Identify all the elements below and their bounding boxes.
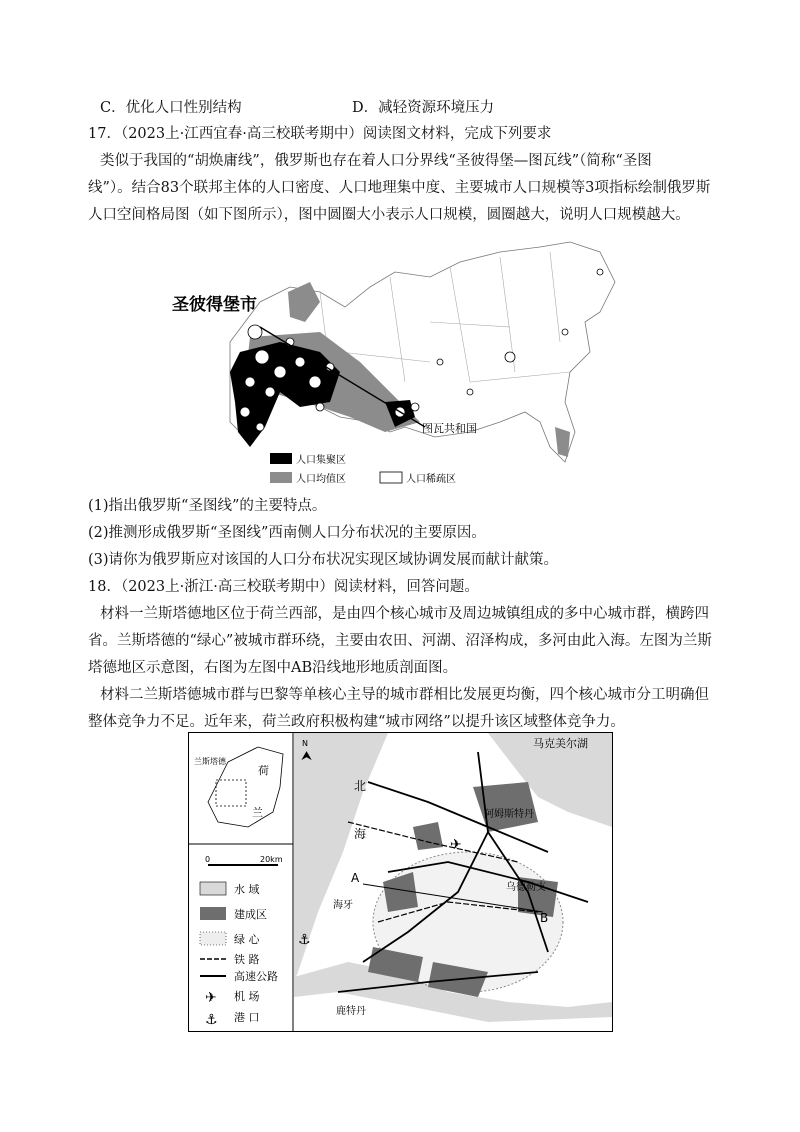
lake-label: 马克美尔湖 xyxy=(533,737,588,750)
point-a: A xyxy=(351,871,360,885)
q17-para-3: 人口空间格局图（如下图所示），图中圆圈大小表示人口规模，圆圈越大，说明人口规模越大。 xyxy=(88,207,690,223)
sea-label-1: 北 xyxy=(354,779,367,793)
city-amsterdam: 阿姆斯特丹 xyxy=(484,809,534,820)
inset-label-lan: 兰 xyxy=(252,806,263,819)
port-marker-icon: ⚓ xyxy=(298,932,311,948)
dense-zone xyxy=(230,342,340,447)
label-tuva: 图瓦共和国 xyxy=(422,422,477,435)
airport-icon: ✈ xyxy=(205,990,217,1006)
city-hague: 海牙 xyxy=(333,900,353,911)
legend-built: 建成区 xyxy=(234,908,267,921)
legend-mean-swatch xyxy=(270,472,292,483)
option-d: D．减轻资源环境压力 xyxy=(352,100,495,116)
q17-para-1: 类似于我国的“胡焕庸线”，俄罗斯也存在着人口分界线“圣彼得堡—图瓦线”（简称“圣图 xyxy=(100,153,652,169)
legend-mean-label: 人口均值区 xyxy=(296,474,346,485)
sea-label-2: 海 xyxy=(354,827,367,841)
option-c: C．优化人口性别结构 xyxy=(100,100,242,116)
randstad-map xyxy=(188,732,613,1032)
russia-population-map xyxy=(170,232,630,492)
legend-built-swatch xyxy=(200,907,226,920)
legend-green-swatch xyxy=(200,932,226,945)
inset-label-he: 荷 xyxy=(258,764,269,777)
legend-water-swatch xyxy=(200,882,226,895)
legend-sparse-swatch xyxy=(380,472,402,483)
q18-header: 18．（2023上·浙江·高三校联考期中）阅读材料，回答问题。 xyxy=(88,579,479,595)
scale-20: 20km xyxy=(260,855,283,864)
q18-material1-1: 材料一兰斯塔德地区位于荷兰西部，是由四个核心城市及周边城镇组成的多中心城市群，横跨四 xyxy=(100,606,709,622)
legend-sparse-label: 人口稀疏区 xyxy=(406,474,456,485)
label-st-petersburg: 圣彼得堡市 xyxy=(172,295,257,315)
legend-rail: 铁 路 xyxy=(234,953,260,966)
scale-0: 0 xyxy=(205,855,211,864)
q18-material2-2: 整体竞争力不足。近年来，荷兰政府积极构建“城市网络”以提升该区域整体竞争力。 xyxy=(88,714,625,730)
q17-para-2: 线”）。结合83个联邦主体的人口密度、人口地理集中度、主要城市人口规模等3项指标绘制俄罗斯 xyxy=(88,180,711,196)
q18-material1-2: 省。兰斯塔德的“绿心”被城市群环绕，主要由农田、河湖、沼泽构成，多河由此入海。左图为兰斯 xyxy=(88,633,712,649)
inset-label-randstad: 兰斯塔德 xyxy=(194,757,226,766)
q17-header: 17．（2023上·江西宜春·高三校联考期中）阅读图文材料，完成下列要求 xyxy=(88,126,552,142)
q17-question-2: (2)推测形成俄罗斯“圣图线”西南侧人口分布状况的主要原因。 xyxy=(88,525,486,541)
north-label: N xyxy=(302,739,308,748)
q18-material1-3: 塔德地区示意图，右图为左图中AB沿线地形地质剖面图。 xyxy=(88,660,458,676)
legend-green: 绿 心 xyxy=(234,933,260,946)
legend-port: 港 口 xyxy=(234,1011,260,1024)
legend-water: 水 域 xyxy=(234,883,260,896)
city-utrecht: 乌德勒支 xyxy=(506,882,546,893)
city-rotterdam: 鹿特丹 xyxy=(336,1006,366,1017)
airport-marker-icon: ✈ xyxy=(450,837,462,853)
point-b: B xyxy=(540,911,549,925)
legend-dense-swatch xyxy=(270,453,292,464)
legend-dense-label: 人口集聚区 xyxy=(296,455,346,466)
north-arrow-icon: ⮝ xyxy=(301,749,313,764)
q17-question-3: (3)请你为俄罗斯应对该国的人口分布状况实现区域协调发展而献计献策。 xyxy=(88,552,559,568)
port-icon: ⚓ xyxy=(205,1012,218,1028)
legend-airport: 机 场 xyxy=(234,990,260,1003)
q17-question-1: (1)指出俄罗斯“圣图线”的主要特点。 xyxy=(88,498,327,514)
q18-material2-1: 材料二兰斯塔德城市群与巴黎等单核心主导的城市群相比发展更均衡，四个核心城市分工明确但 xyxy=(100,687,709,703)
legend-highway: 高速公路 xyxy=(234,970,278,983)
